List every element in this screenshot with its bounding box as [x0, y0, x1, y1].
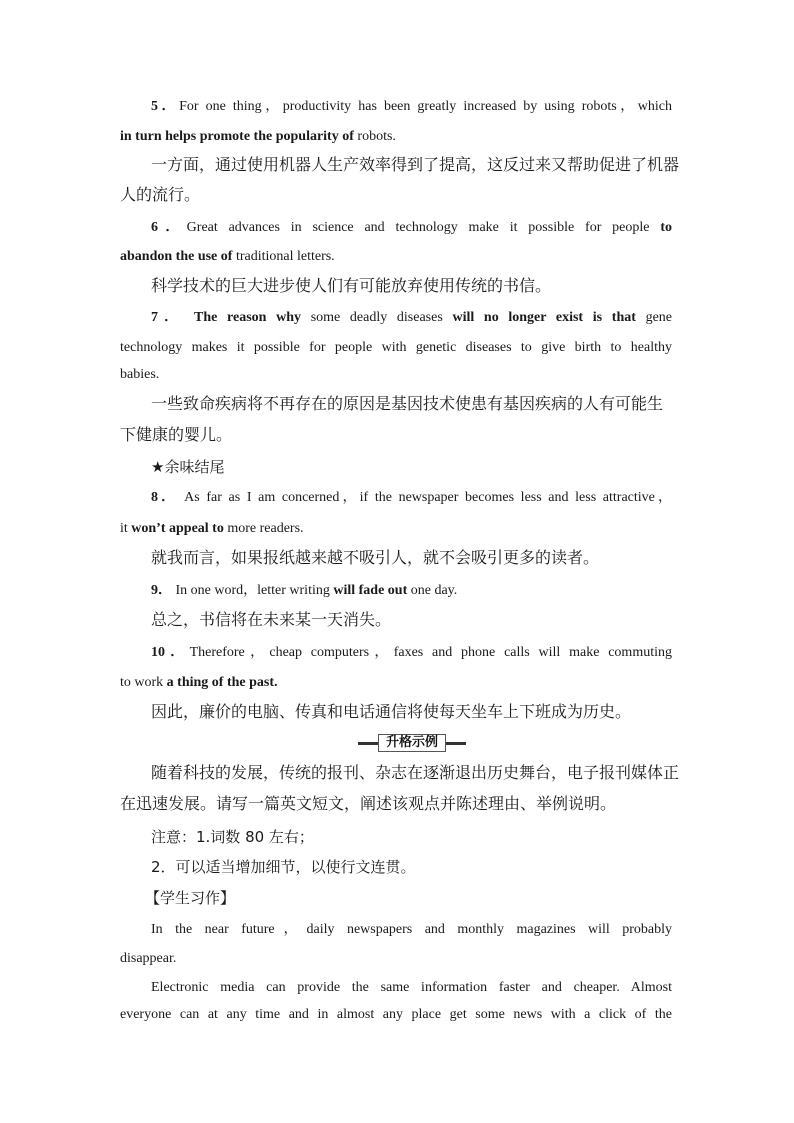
item7-text: some deadly diseases: [301, 310, 453, 325]
essay-line1: In the near future，daily newspapers and monthly magazines will probably: [151, 922, 672, 937]
item6-line1: [151, 218, 672, 238]
prompt-line2: 在迅速发展。请写一篇英文短文，阐述该观点并陈述理由、举例说明。: [120, 794, 617, 813]
item7-translation-line1: 一些致命疾病将不再存在的原因是基因技术使患有基因疾病的人有可能生: [151, 394, 664, 413]
item8-translation: 就我而言，如果报纸越来越不吸引人，就不会吸引更多的读者。: [151, 548, 600, 567]
phrase-bold: of the past.: [211, 675, 278, 690]
item6-text-end: traditional letters.: [232, 249, 335, 264]
item6-translation: 科学技术的巨大进步使人们有可能放弃使用传统的书信。: [151, 276, 552, 295]
phrase-bold: in turn helps promote: [120, 129, 251, 144]
item-number: 10．: [151, 645, 190, 660]
item10-translation: 因此，廉价的电脑、传真和电话通信将使每天坐车上下班成为历史。: [151, 702, 632, 721]
phrase-bold: the popularity: [253, 129, 339, 144]
prompt-note1: 注意：1.词数 80 左右；: [151, 828, 314, 846]
item5-line2: [120, 127, 672, 147]
phrase-bold: The reason why: [194, 310, 302, 325]
item9-text: In one word，letter writing: [175, 583, 334, 598]
essay-line2: disappear.: [120, 951, 177, 966]
item10-text-start: to work: [120, 675, 167, 690]
item9-translation: 总之，书信将在未来某一天消失。: [151, 610, 392, 629]
item-number: 9．: [151, 583, 172, 598]
item10-line2: [120, 673, 672, 693]
item7-line1: [151, 308, 672, 328]
phrase-bold: of: [342, 129, 354, 144]
phrase-bold: will fade out: [333, 583, 408, 598]
section-heading-ending: ★余味结尾: [151, 458, 225, 476]
item9-text-end: one day.: [407, 583, 458, 598]
item8-text: As far as I am concerned，if the newspaper becomes less and less attractive，: [184, 490, 673, 505]
item-number: 6．: [151, 220, 187, 235]
phrase-bold: abandon: [120, 249, 173, 264]
prompt-note2: 2．可以适当增加细节，以使行文连贯。: [151, 858, 416, 876]
item8-line1: [151, 488, 672, 508]
phrase-bold: to: [660, 220, 673, 235]
item7-text-end: gene: [635, 310, 672, 325]
prompt-line1: 随着科技的发展，传统的报刊、杂志在逐渐退出历史舞台，电子报刊媒体正: [151, 763, 680, 782]
item5-text-end: robots.: [353, 129, 396, 144]
item9-line1: [151, 581, 672, 601]
essay-line4: everyone can at any time and in almost any place get some news with a click of the: [120, 1007, 672, 1022]
item-number: 5．: [151, 99, 180, 114]
item6-line2: [120, 247, 672, 267]
item10-text: Therefore，cheap computers，faxes and phone calls will make commuting: [189, 645, 672, 660]
essay-line3: Electronic media can provide the same information faster and cheaper. Almost: [151, 980, 672, 995]
item5-translation-line2: 人的流行。: [120, 185, 201, 204]
banner-label: 升格示例: [378, 734, 446, 752]
upgrade-example-banner: [358, 734, 466, 752]
item10-line1: [151, 643, 672, 663]
item-number: 7．: [151, 310, 185, 325]
phrase-bold: won’t appeal to: [131, 521, 224, 536]
item8-line2: [120, 519, 672, 539]
phrase-bold: a thing: [166, 675, 209, 690]
item7-line2: technology makes it possible for people with genetic diseases to give birth to healthy: [120, 340, 672, 355]
item8-text-start: it: [120, 521, 132, 536]
item7-translation-line2: 下健康的婴儿。: [120, 425, 233, 444]
item5-text: For one thing，productivity has been greatly increased by using robots，which: [179, 99, 673, 114]
phrase-bold: will no longer exist is that: [452, 310, 636, 325]
item6-text: Great advances in science and technology make it possible for people: [186, 220, 650, 235]
item5-translation-line1: 一方面，通过使用机器人生产效率得到了提高，这反过来又帮助促进了机器: [151, 155, 680, 174]
item-number: 8．: [151, 490, 179, 505]
item8-text-end: more readers.: [223, 521, 304, 536]
phrase-bold: the use of: [175, 249, 233, 264]
student-essay-heading: 【学生习作】: [145, 889, 236, 907]
item5-line1: [151, 97, 672, 117]
item7-line3: babies.: [120, 367, 160, 382]
